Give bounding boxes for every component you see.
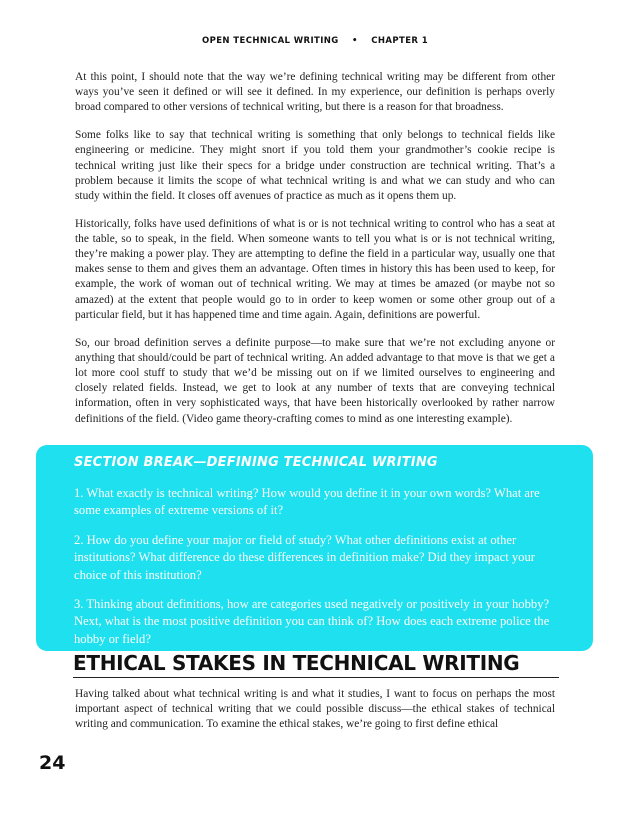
paragraph: So, our broad definition serves a definite purpose—to make sure that we’re not excluding anyone or anything that should/could be part of technical writing. An added advantage to that move is that we get a lot more cool stuff to study that we’d be missing out on if we limited ourselves to engineering and closely related fields. Instead, we get to look at any number of texts that are conveying technical information, often in very sophisticated ways, that have been historically overlooked by rather narrow definitions of the field. (Video game theory-crafting comes to mind as one interesting example). [75,336,555,425]
section-body [75,687,555,745]
paragraph: At this point, I should note that the way we’re defining technical writing may be different from other ways you’ve seen it defined or will see it defined. In my experience, our definition is perhaps overly broad compared to other versions of technical writing, but there is a reason for that broadness. [75,71,555,114]
callout-questions [74,485,559,660]
book-title: OPEN TECHNICAL WRITING [201,36,339,46]
section-break-callout [36,445,593,651]
paragraph: Historically, folks have used definitions of what is or is not technical writing to control who has a seat at the table, so to speak, in the field. When someone wants to tell you what is or is not technical writing, they’re making a power play. They are attempting to define the field in a particular way, usually one that makes sense to them and gives them an advantage. Often times in history this has been used to keep, for example, the work of woman out of technical writing. We may at times be amazed (or maybe not so amazed) at the extent that people would go to in order to keep women or some other group out of a particular field, but it has happened time and time again. Again, definitions are powerful. [75,217,555,321]
page-number: 24 [39,752,66,774]
callout-title: SECTION BREAK—DEFINING TECHNICAL WRITING [74,455,438,470]
callout-question: 3. Thinking about definitions, how are categories used negatively or positively in your hobby? Next, what is the most positive definition you can think of? How does each extreme police the hobby or field? [74,597,550,646]
callout-question: 2. How do you define your major or field of study? What other definitions exist at other institutions? What difference do these differences in definition make? Did they impact your choice of this institution? [74,532,535,582]
chapter-label: CHAPTER 1 [371,36,429,46]
paragraph: Having talked about what technical writing is and what it studies, I want to focus on perhaps the most important aspect of technical writing that we could possible discuss—the ethical stakes of technical writing and communication. To examine the ethical stakes, we’re going to first define ethical [75,688,555,731]
callout-question: 1. What exactly is technical writing? How would you define it in your own words? What are some examples of extreme versions of it? [74,486,540,518]
section-heading: ETHICAL STAKES IN TECHNICAL WRITING [73,651,559,678]
header-separator: • [352,36,358,46]
paragraph: Some folks like to say that technical writing is something that only belongs to technical fields like engineering or medicine. They might snort if you told them your grandmother’s cookie recipe is technical writing just like their specs for a bridge under construction are technical writing. That’s a problem because it limits the scope of what technical writing is and what we can study and who can study within the field. It closes off avenues of practice as much as it opens them up. [75,129,555,202]
running-header [0,36,630,46]
body-text [75,70,555,439]
